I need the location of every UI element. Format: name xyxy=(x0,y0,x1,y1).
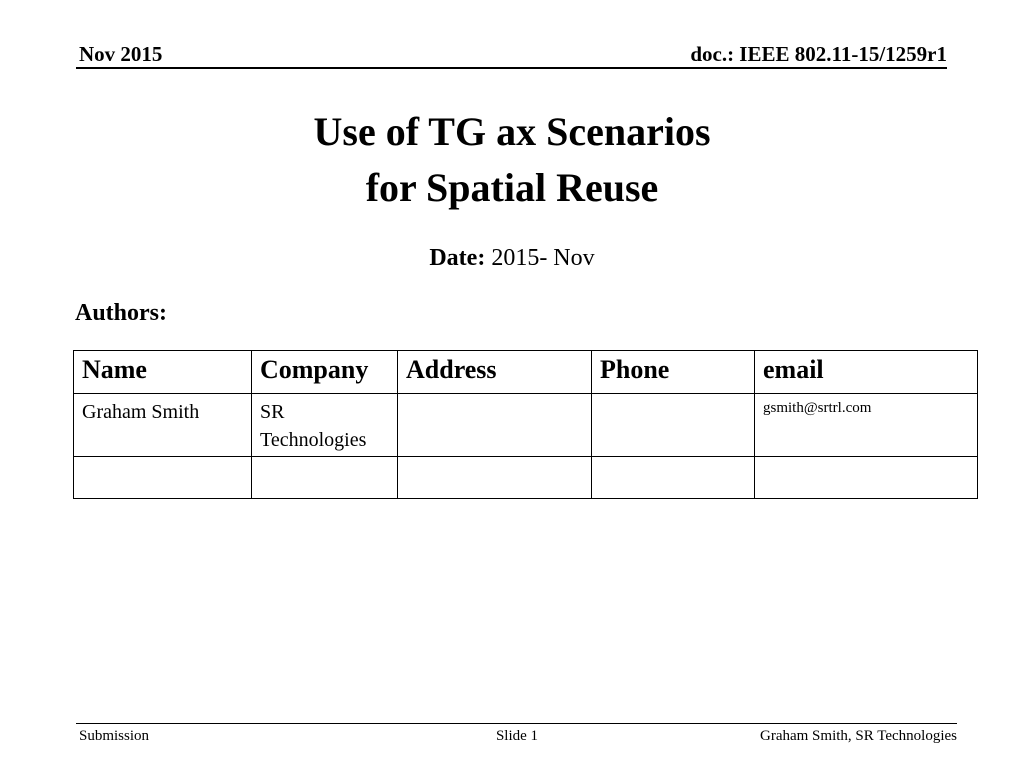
cell-email xyxy=(755,457,978,499)
authors-label: Authors: xyxy=(75,300,168,326)
column-header-name: Name xyxy=(74,351,252,394)
cell-phone xyxy=(592,394,755,457)
table-header-row xyxy=(74,351,978,394)
table-row xyxy=(74,394,978,457)
cell-name xyxy=(74,457,252,499)
table-row xyxy=(74,457,978,499)
cell-company xyxy=(252,457,398,499)
cell-address xyxy=(398,394,592,457)
header-doc-id: doc.: IEEE 802.11-15/1259r1 xyxy=(690,42,947,66)
cell-phone xyxy=(592,457,755,499)
cell-email: gsmith@srtrl.com xyxy=(755,394,978,457)
footer-divider xyxy=(76,723,957,724)
cell-name: Graham Smith xyxy=(74,394,252,457)
title-line-2: for Spatial Reuse xyxy=(365,165,659,210)
footer-slide-number: Slide 1 xyxy=(495,728,539,744)
date-label: Date: xyxy=(429,245,486,271)
footer-submission: Submission xyxy=(79,728,150,744)
slide-title xyxy=(0,104,1024,216)
footer-author: Graham Smith, SR Technologies xyxy=(760,728,957,744)
date-value: 2015- Nov xyxy=(491,245,595,271)
header-divider xyxy=(76,67,947,69)
authors-table xyxy=(73,350,978,499)
cell-company: SR Technologies xyxy=(252,394,398,457)
header-date: Nov 2015 xyxy=(79,42,163,66)
column-header-company: Company xyxy=(252,351,398,394)
date-line xyxy=(0,245,1024,272)
title-line-1: Use of TG ax Scenarios xyxy=(313,109,711,154)
cell-address xyxy=(398,457,592,499)
column-header-email: email xyxy=(755,351,978,394)
column-header-phone: Phone xyxy=(592,351,755,394)
column-header-address: Address xyxy=(398,351,592,394)
